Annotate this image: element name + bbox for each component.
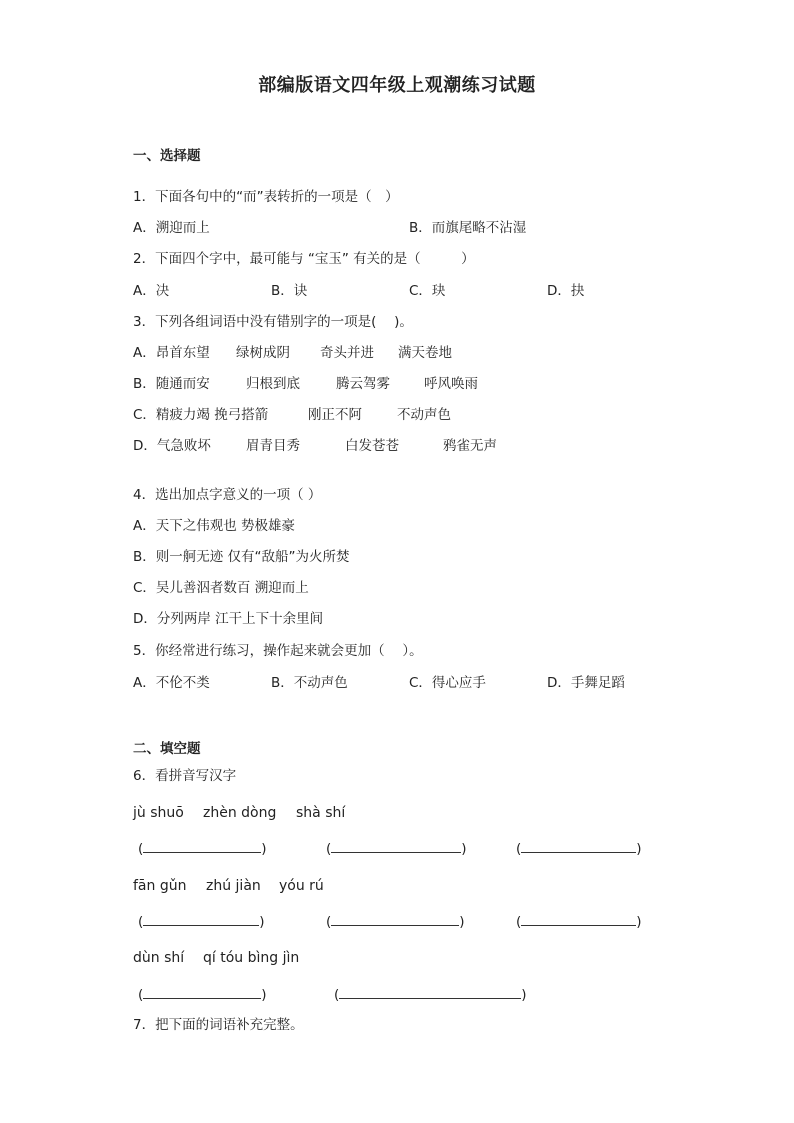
question-4-option-c: C．吴儿善泅者数百 溯迎而上 [133, 580, 309, 596]
question-3-option-d-word-3: 白发苍苍 [345, 438, 399, 454]
answer-blank[interactable]: ( ) [138, 914, 265, 930]
section-heading-fill-in: 二、填空题 [133, 741, 201, 757]
question-3-option-d-word-1: D．气急败坏 [133, 438, 211, 454]
question-3-option-b-word-3: 腾云驾雾 [336, 376, 390, 392]
question-3-option-b-word-2: 归根到底 [246, 376, 300, 392]
question-1-option-a: A．溯迎而上 [133, 220, 210, 236]
question-1-stem: 1．下面各句中的“而”表转折的一项是（ ） [133, 189, 399, 205]
answer-blanks-row-1 [138, 839, 658, 859]
question-3-option-d-word-4: 鸦雀无声 [443, 438, 497, 454]
question-1-option-b: B．而旗尾略不沾湿 [409, 220, 527, 236]
answer-blank[interactable]: ( ) [334, 987, 527, 1003]
answer-blank[interactable]: ( ) [516, 841, 642, 857]
question-3-option-b-word-4: 呼风唤雨 [424, 376, 478, 392]
question-5-option-b: B．不动声色 [271, 675, 348, 691]
question-3-option-c-word-1: C．精疲力竭 挽弓搭箭 [133, 407, 269, 423]
question-3-option-a-word-3: 奇头并进 [320, 345, 374, 361]
question-2-stem: 2．下面四个字中，最可能与 “宝玉” 有关的是（ ） [133, 251, 475, 267]
question-3-option-c-word-3: 不动声色 [397, 407, 451, 423]
question-5-option-c: C．得心应手 [409, 675, 486, 691]
question-5-option-a: A．不伦不类 [133, 675, 210, 691]
question-2-option-b: B．诀 [271, 283, 308, 299]
question-7-stem: 7．把下面的词语补充完整。 [133, 1017, 304, 1033]
question-3-option-a-word-1: A．昂首东望 [133, 345, 210, 361]
answer-blank[interactable]: ( ) [138, 841, 267, 857]
pinyin-sha-shi: shà shí [296, 805, 346, 821]
answer-blank[interactable]: ( ) [138, 987, 267, 1003]
question-2-option-c: C．玦 [409, 283, 446, 299]
question-2-option-d: D．抉 [547, 283, 585, 299]
pinyin-ju-shuo: jù shuō [133, 805, 184, 821]
answer-blanks-row-3 [138, 985, 558, 1005]
answer-blank[interactable]: ( ) [326, 914, 465, 930]
section-heading-choice: 一、选择题 [133, 148, 201, 164]
question-5-stem: 5．你经常进行练习，操作起来就会更加（ ）。 [133, 643, 423, 659]
question-6-stem: 6．看拼音写汉字 [133, 768, 237, 784]
question-4-option-d: D．分列两岸 江干上下十余里间 [133, 611, 324, 627]
pinyin-zhen-dong: zhèn dòng [203, 805, 277, 821]
pinyin-fan-gun: fān gǔn [133, 878, 187, 894]
question-4-stem: 4．选出加点字意义的一项（ ） [133, 487, 322, 503]
question-5-option-d: D．手舞足蹈 [547, 675, 625, 691]
question-4-option-b: B．则一舸无迹 仅有“敌船”为火所焚 [133, 549, 350, 565]
answer-blanks-row-2 [138, 912, 658, 932]
question-3-option-b-word-1: B．随通而安 [133, 376, 210, 392]
pinyin-dun-shi: dùn shí [133, 950, 185, 966]
answer-blank[interactable]: ( ) [516, 914, 642, 930]
question-4-option-a: A．天下之伟观也 势极雄豪 [133, 518, 296, 534]
question-3-option-d-word-2: 眉青目秀 [246, 438, 300, 454]
answer-blank[interactable]: ( ) [326, 841, 467, 857]
question-3-option-c-word-2: 刚正不阿 [308, 407, 362, 423]
question-2-option-a: A．决 [133, 283, 170, 299]
question-3-option-a-word-2: 绿树成阴 [236, 345, 290, 361]
page-title: 部编版语文四年级上观潮练习试题 [258, 75, 536, 96]
pinyin-qi-tou-bing-jin: qí tóu bìng jìn [203, 950, 300, 966]
question-3-stem: 3．下列各组词语中没有错别字的一项是( )。 [133, 314, 413, 330]
pinyin-you-ru: yóu rú [279, 878, 324, 894]
pinyin-zhu-jian: zhú jiàn [206, 878, 261, 894]
question-3-option-a-word-4: 满天卷地 [398, 345, 452, 361]
